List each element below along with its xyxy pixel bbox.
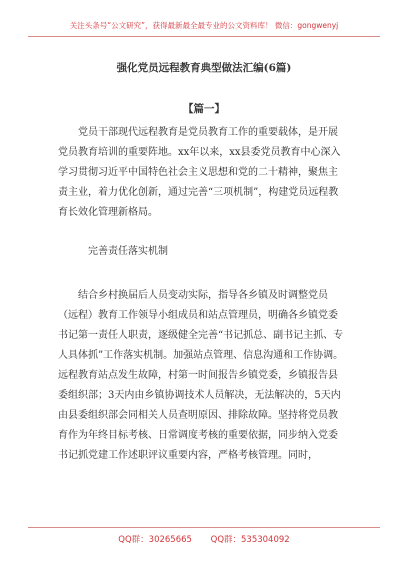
header-divider	[28, 36, 380, 37]
section-heading: 【篇一】	[183, 103, 225, 115]
paragraph-body: 结合乡村换届后人员变动实际，指导各乡镇及时调整党员（远程）教育工作领导小组成员和站点管理员，明确各乡镇党委书记第一责任人职责，逐级健全完善“书记抓总、副书记主抓、专人具体抓”工作落实机制。加强站点管理、信息沟通和工作协调。远程教育站点发生故障，村第一时间报告乡镇党委，乡镇报告县委组织部；3天内由乡镇协调技术人员解决，无法解决的，5天内由县委组织部会同相关人员查明原因、排除故障。坚持将党员教育作为年终目标考核、日常调度考核的重要依据，同步纳入党委书记抓党建工作述职评议重要内容，严格考核管理。同时，	[58, 290, 344, 461]
footer-divider	[28, 527, 380, 528]
paragraph-intro: 党员干部现代远程教育是党员教育工作的重要载体，是开展党员教育培训的重要阵地。xx年以来，xx县委党员教育中心深入学习贯彻习近平中国特色社会主义思想和党的二十精神，聚焦主责主业，着力优化创新，通过完善“三项机制”，构建党员远程教育长效化管理新格局。	[58, 127, 341, 218]
footer-qq-group-1: QQ群：30265665	[118, 535, 192, 545]
footer-qq-group-2: QQ群：535304092	[210, 535, 290, 545]
subheading: 完善责任落实机制	[88, 246, 168, 257]
page-footer	[0, 533, 408, 545]
page-header-banner: 关注头条号“公文研究”，获得最新最全最专业的公文资料库！ 微信：gongwenyj	[69, 21, 339, 30]
document-title: 强化党员远程教育典型做法汇编(6篇)	[116, 62, 292, 74]
